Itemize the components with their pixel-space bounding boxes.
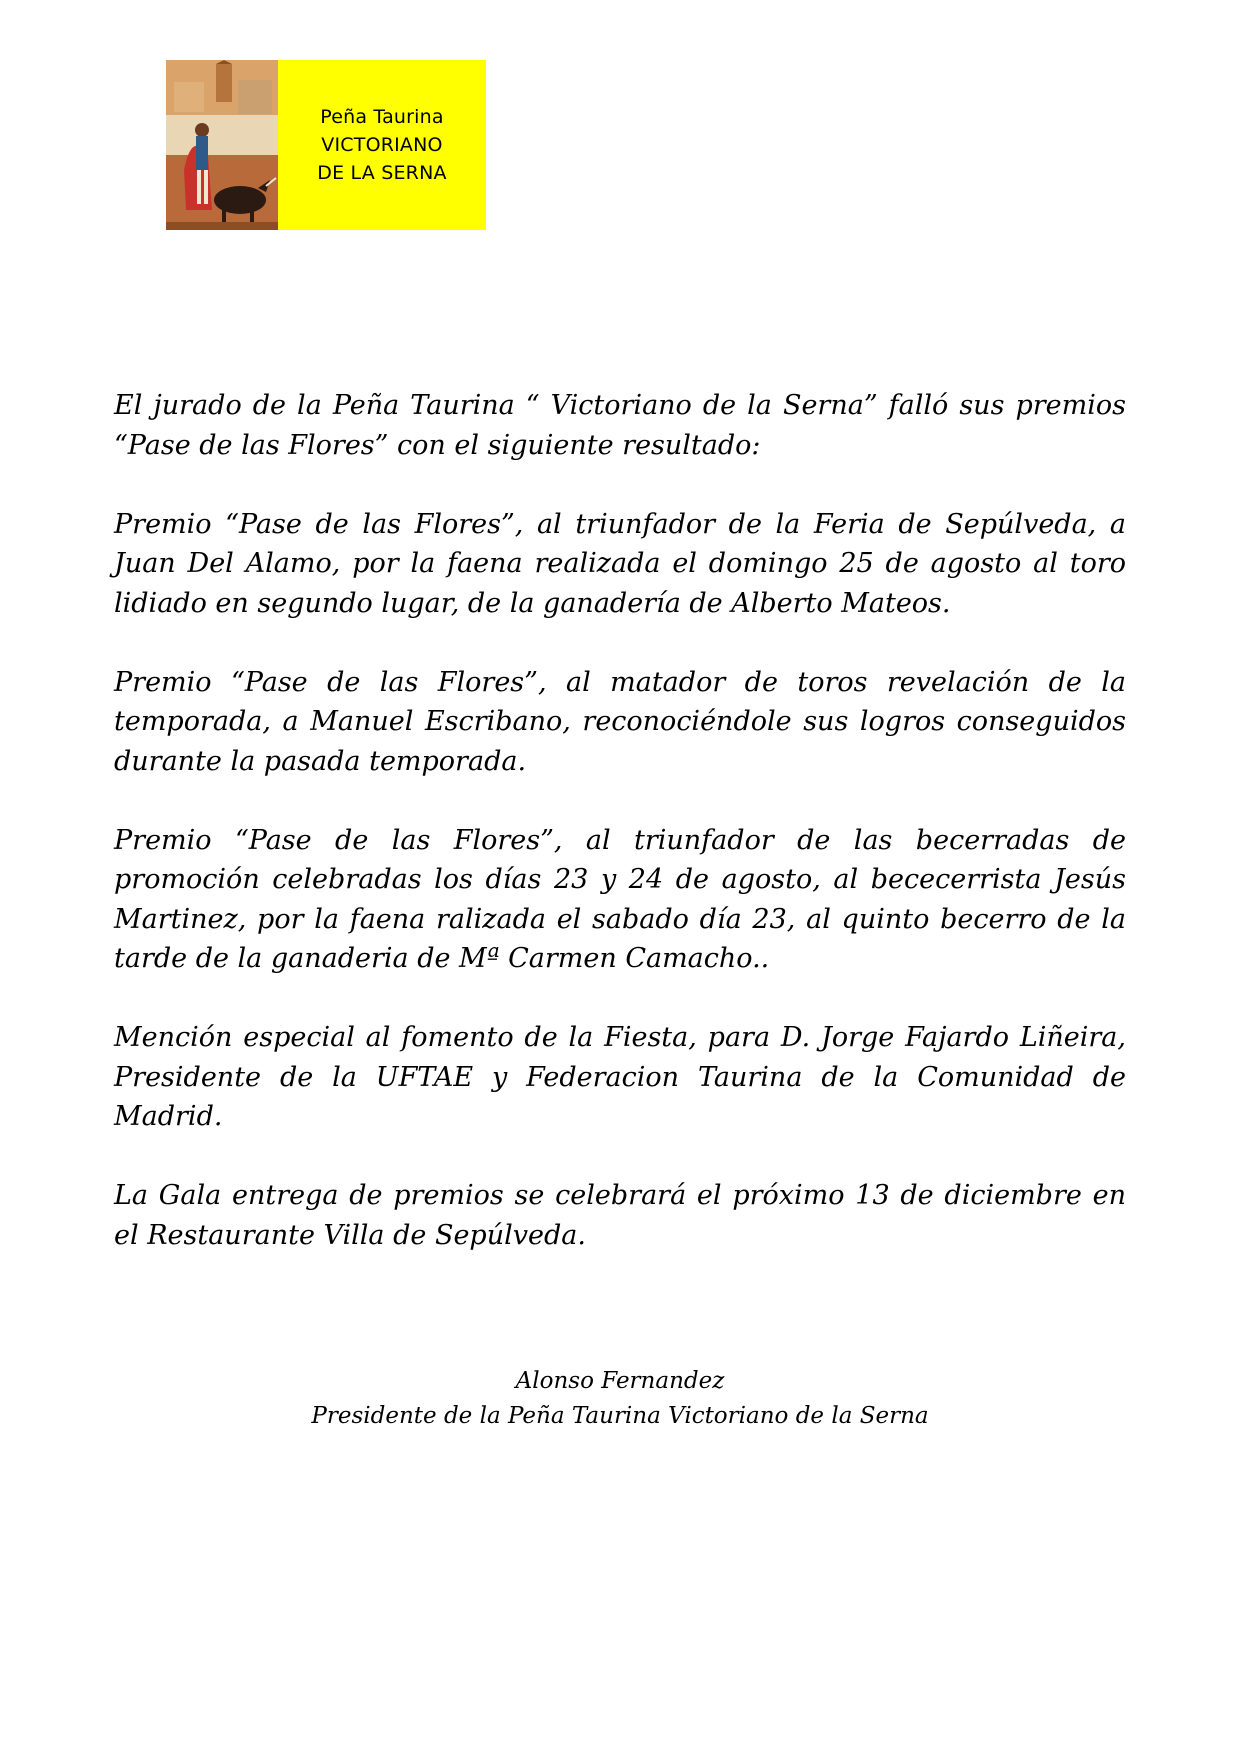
signature-block [114,1364,1126,1434]
letter-body [114,386,1126,1295]
paragraph-revelation-award: Premio “Pase de las Flores”, al matador de toros revelación de la temporada, a Manuel Escribano, reconociéndole sus logros conseguidos durante la pasada temporada. [114,666,1126,777]
bullfighter-painting-icon [166,60,278,230]
paragraph-jury-intro: El jurado de la Peña Taurina “ Victoriano de la Serna” falló sus premios “Pase de las Flores” con el siguiente resultado: [114,390,1126,461]
logo-line-1: Peña Taurina [320,106,444,128]
paragraph-gala-announcement: La Gala entrega de premios se celebrará el próximo 13 de diciembre en el Restaurante Villa de Sepúlveda. [114,1180,1126,1251]
signature-title: Presidente de la Peña Taurina Victoriano de la Serna [311,1403,929,1429]
paragraph-feria-award: Premio “Pase de las Flores”, al triunfador de la Feria de Sepúlveda, a Juan Del Alamo, por la faena realizada el domingo 25 de agosto al toro lidiado en segundo lugar, de la ganadería de Alberto Mateos. [114,508,1126,619]
club-logo [166,60,486,230]
paragraph-special-mention: Mención especial al fomento de la Fiesta, para D. Jorge Fajardo Liñeira, Presidente de la UFTAE y Federacion Taurina de la Comunidad de Madrid. [114,1022,1126,1132]
logo-line-2: VICTORIANO [321,134,443,156]
logo-title-box [278,60,486,230]
logo-line-3: DE LA SERNA [317,162,447,184]
signature-name: Alonso Fernandez [515,1368,725,1394]
paragraph-becerradas-award: Premio “Pase de las Flores”, al triunfador de las becerradas de promoción celebradas los días 23 y 24 de agosto, al bececerrista Jesús Martinez, por la faena ralizada el sabado día 23, al quinto becerro de la tarde de la ganaderia de Mª Carmen Camacho.. [114,824,1126,974]
